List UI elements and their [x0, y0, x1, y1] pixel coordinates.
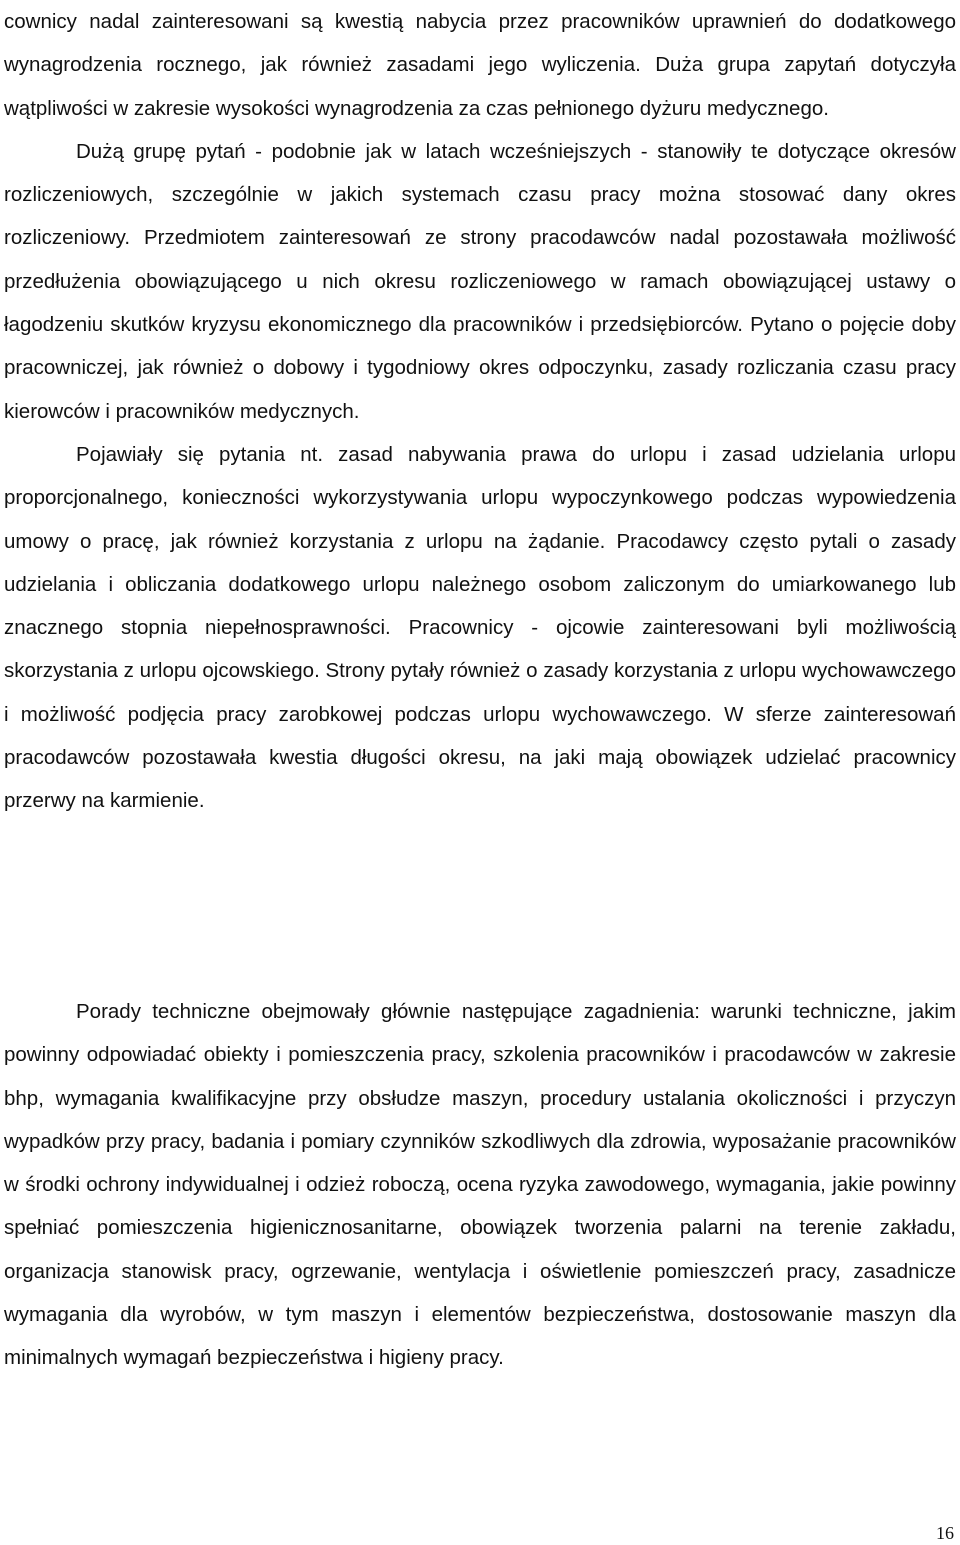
- text-block-lower: [4, 990, 956, 1380]
- paragraph-leave-questions: Pojawiały się pytania nt. zasad nabywania prawa do urlopu i zasad udzielania urlopu proporcjonalnego, konieczności wykorzystywania urlopu wypoczynkowego podczas wypowiedzenia umowy o pracę, jak również korzystania z urlopu na żądanie. Pracodawcy często pytali o zasady udzielania i obliczania dodatkowego urlopu należnego osobom zaliczonym do umiarkowanego lub znacznego stopnia niepełnosprawności. Pracownicy - ojcowie zainteresowani byli możliwością skorzystania z urlopu ojcowskiego. Strony pytały również o zasady korzystania z urlopu wychowawczego i możliwość podjęcia pracy zarobkowej podczas urlopu wychowawczego. W sferze zainteresowań pracodawców pozostawała kwestia długości okresu, na jaki mają obowiązek udzielać pracownicy przerwy na karmienie.: [4, 442, 956, 813]
- paragraph-settlement-periods: Dużą grupę pytań - podobnie jak w latach wcześniejszych - stanowiły te dotyczące okresów rozliczeniowych, szczególnie w jakich systemach czasu pracy można stosować dany okres rozliczeniowy. Przedmiotem zainteresowań ze strony pracodawców nadal pozostawała możliwość przedłużenia obowiązującego u nich okresu rozliczeniowego w ramach obowiązującej ustawy o łagodzeniu skutków kryzysu ekonomicznego dla pracowników i przedsiębiorców. Pytano o pojęcie doby pracowniczej, jak również o dobowy i tygodniowy okres odpoczynku, zasady rozliczania czasu pracy kierowców i pracowników medycznych.: [4, 139, 956, 423]
- text-block-upper: [4, 0, 956, 823]
- paragraph-continuation: cownicy nadal zainteresowani są kwestią nabycia przez pracowników uprawnień do dodatkowego wynagrodzenia rocznego, jak również zasadami jego wyliczenia. Duża grupa zapytań dotyczyła wątpliwości w zakresie wysokości wynagrodzenia za czas pełnionego dyżuru medycznego.: [4, 10, 956, 120]
- paragraph-technical-advice: Porady techniczne obejmowały głównie następujące zagadnienia: warunki techniczne, jakim powinny odpowiadać obiekty i pomieszczenia pracy, szkolenia pracowników i pracodawców w zakresie bhp, wymagania kwalifikacyjne przy obsłudze maszyn, procedury ustalania okoliczności i przyczyn wypadków przy pracy, badania i pomiary czynników szkodliwych dla zdrowia, wyposażanie pracowników w środki ochrony indywidualnej i odzież roboczą, ocena ryzyka zawodowego, wymagania, jakie powinny spełniać pomieszczenia higienicznosanitarne, obowiązek tworzenia palarni na terenie zakładu, organizacja stanowisk pracy, ogrzewanie, wentylacja i oświetlenie pomieszczeń pracy, zasadnicze wymagania dla wyrobów, w tym maszyn i elementów bezpieczeństwa, dostosowanie maszyn dla minimalnych wymagań bezpieczeństwa i higieny pracy.: [4, 1000, 956, 1370]
- page-number: 16: [936, 1523, 954, 1543]
